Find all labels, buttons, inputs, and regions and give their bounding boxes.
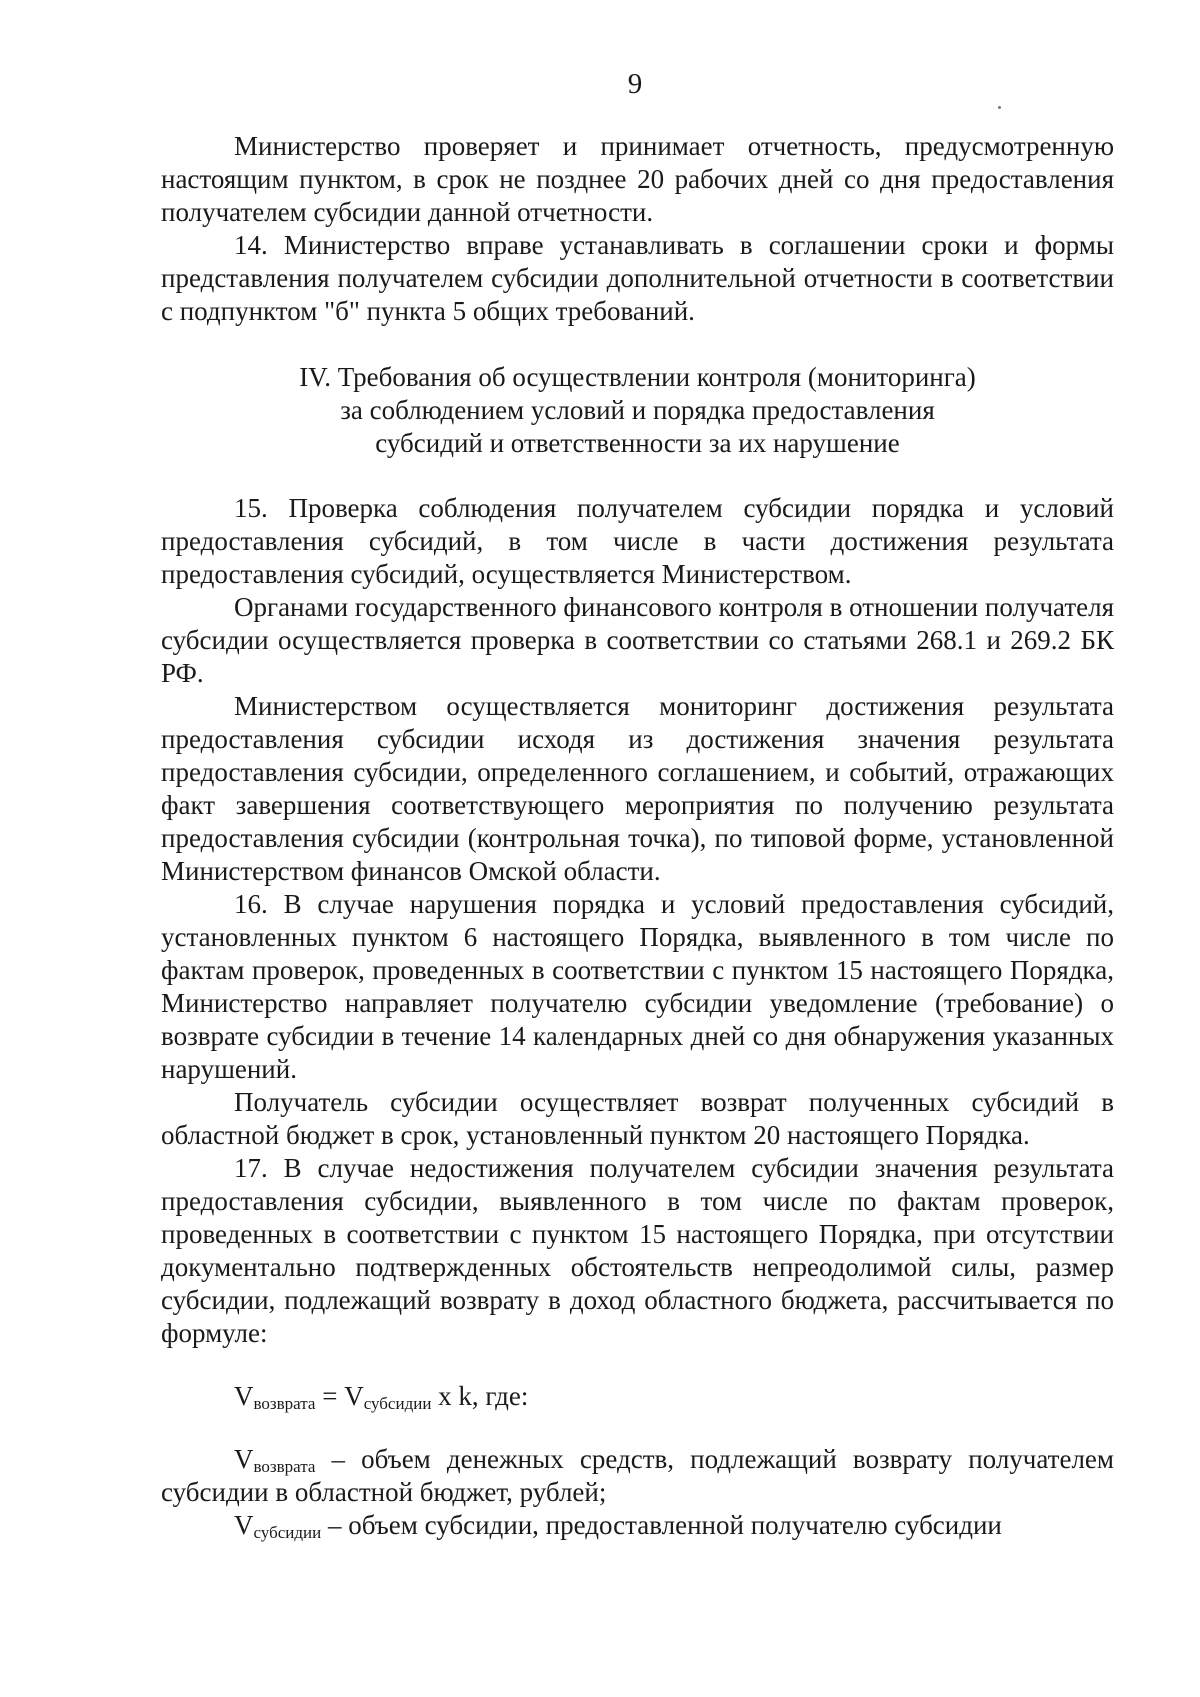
section-heading-line-3: субсидий и ответственности за их нарушение (375, 428, 900, 458)
document-body (161, 130, 1114, 1542)
paragraph-15: 15. Проверка соблюдения получателем субсидии порядка и условий предоставления субсидий, в том числе в части достижения результата предоставления субсидий, осуществляется Министерством. (161, 493, 1114, 589)
paragraph-16: 16. В случае нарушения порядка и условий предоставления субсидий, установленных пунктом 6 настоящего Порядка, выявленного в том числе по фактам проверок, проведенных в соответствии с пунктом 15 настоящего Порядка, Министерство направляет получателю субсидии уведомление (требование) о возврате субсидии в течение 14 календарных дней со дня обнаружения указанных нарушений. (161, 889, 1114, 1084)
definition-text: – объем субсидии, предоставленной получателю субсидии (321, 1510, 1002, 1540)
formula-subscript-2: субсидии (363, 1394, 432, 1413)
section-heading-line-1: IV. Требования об осуществлении контроля (мониторинга) (299, 362, 976, 392)
definition-symbol: V (234, 1510, 254, 1540)
paragraph-refund: Получатель субсидии осуществляет возврат полученных субсидий в областной бюджет в срок, установленный пунктом 20 настоящего Порядка. (161, 1087, 1114, 1150)
definition-subscript: субсидии (253, 1523, 322, 1542)
definition-refund-volume (161, 1443, 1114, 1509)
paragraph-financial-control: Органами государственного финансового контроля в отношении получателя субсидии осуществляется проверка в соответствии со статьями 268.1 и 269.2 БК РФ. (161, 592, 1114, 688)
paragraph-monitoring: Министерством осуществляется мониторинг достижения результата предоставления субсидии исходя из достижения значения результата предоставления субсидии, определенного соглашением, и событий, отражающих факт завершения соответствующего мероприятия по получению результата предоставления субсидии (контрольная точка), по типовой форме, установленной Министерством финансов Омской области. (161, 691, 1114, 886)
section-heading-line-2: за соблюдением условий и порядка предоставления (340, 395, 935, 425)
paragraph-14: 14. Министерство вправе устанавливать в соглашении сроки и формы представления получателем субсидии дополнительной отчетности в соответствии с подпунктом "б" пункта 5 общих требований. (161, 230, 1114, 326)
section-heading (161, 361, 1114, 460)
page-number: 9 (627, 68, 643, 100)
definition-subscript: возврата (253, 1457, 316, 1476)
definition-subsidy-volume (161, 1509, 1114, 1542)
paragraph-report-acceptance: Министерство проверяет и принимает отчетность, предусмотренную настоящим пунктом, в срок не позднее 20 рабочих дней со дня предоставления получателем субсидии данной отчетности. (161, 131, 1114, 227)
definition-symbol: V (234, 1444, 254, 1474)
formula-symbol-1: V (234, 1381, 254, 1411)
formula-equals: = (315, 1381, 345, 1411)
paragraph-17: 17. В случае недостижения получателем субсидии значения результата предоставления субсидии, выявленного в том числе по фактам проверок, проведенных в соответствии с пунктом 15 настоящего Порядка, при отсутствии документально подтвержденных обстоятельств непреодолимой силы, размер субсидии, подлежащий возврату в доход областного бюджета, рассчитывается по формуле: (161, 1153, 1114, 1348)
refund-formula (161, 1380, 1114, 1413)
formula-subscript-1: возврата (253, 1394, 316, 1413)
formula-symbol-2: V (344, 1381, 364, 1411)
formula-rest: x k, где: (431, 1381, 529, 1411)
definition-text: – объем денежных средств, подлежащий возврату получателем субсидии в областной бюджет, рублей; (161, 1444, 1114, 1507)
scan-speck (998, 106, 1001, 109)
